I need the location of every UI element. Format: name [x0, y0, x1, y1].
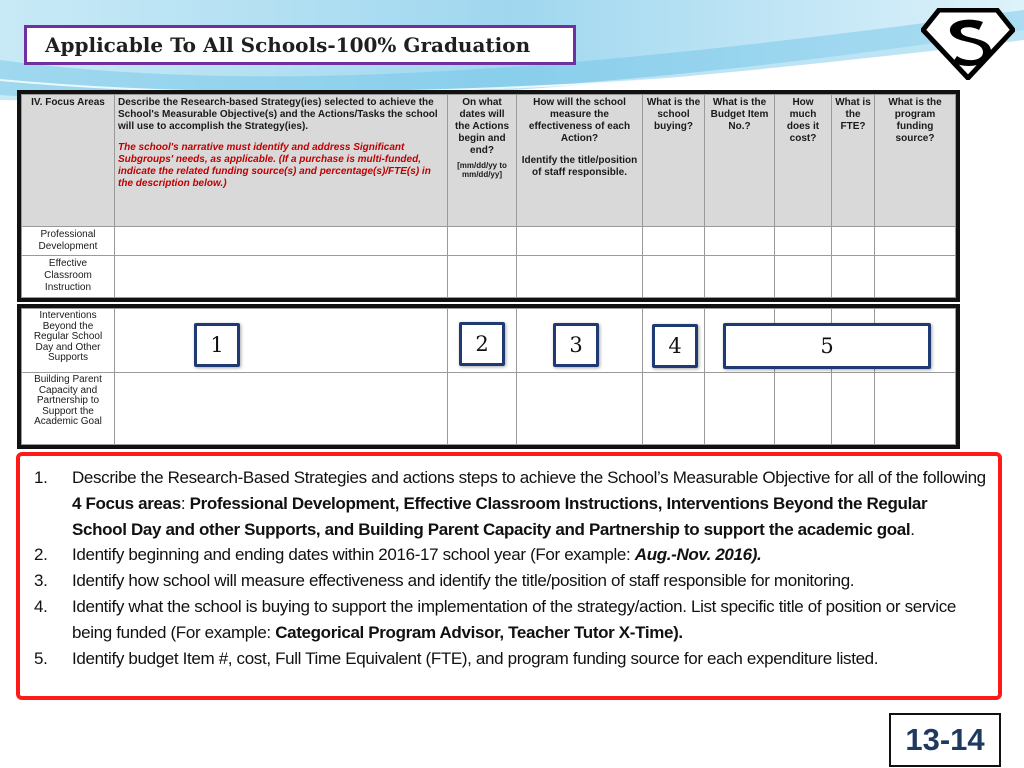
table-cell[interactable]	[115, 309, 448, 373]
marker-2: 2	[459, 322, 505, 366]
instruction-item-2	[30, 542, 986, 568]
instruction-text: Identify budget Item #, cost, Full Time Equivalent (FTE), and program funding source for each expenditure listed.	[72, 648, 879, 668]
table-cell[interactable]	[517, 373, 643, 445]
table-cell[interactable]	[643, 373, 705, 445]
table-cell[interactable]	[643, 256, 705, 298]
table-cell[interactable]	[115, 227, 448, 256]
row-label-parent-capacity: Building Parent Capacity and Partnership to Support the Academic Goal	[22, 373, 115, 445]
header-fte: What is the FTE?	[832, 95, 875, 227]
table-cell[interactable]	[517, 256, 643, 298]
header-focus-areas: IV. Focus Areas	[22, 95, 115, 227]
table-cell[interactable]	[705, 227, 775, 256]
header-dates-text: On what dates will the Actions begin and end?	[454, 97, 510, 156]
instruction-text: Identify what the school is buying to support the implementation of the strategy/action. List specific title of position or service being funded (For example:	[72, 596, 956, 642]
page-number: 13-14	[889, 713, 1001, 767]
instruction-item-1	[30, 465, 986, 542]
instruction-item-4	[30, 594, 986, 646]
table-row	[22, 373, 956, 445]
table-row	[22, 256, 956, 298]
instruction-number: 2.	[34, 545, 48, 565]
header-strategy-note: The school's narrative must identify and address Significant Subgroups' needs, as applicable. (If a purchase is multi-funded, indicate the related funding source(s) and percentage(s)/FTE(s) in the description below.)	[118, 142, 431, 189]
table-cell[interactable]	[448, 373, 517, 445]
instruction-bold: Professional Development, Effective Classroom Instructions, Interventions Beyond the Regular School Day and other Supports, and Building Parent Capacity and Partnership to support the academic goal	[72, 493, 928, 539]
header-strategy-text: Describe the Research-based Strategy(ies) selected to achieve the School's Measurable Objective(s) and the Actions/Tasks the school will use to accomplish the Strategy(ies).	[118, 97, 438, 132]
marker-5: 5	[723, 323, 931, 369]
table-cell[interactable]	[832, 227, 875, 256]
header-dates-format: [mm/dd/yy to mm/dd/yy]	[457, 161, 507, 179]
table-row	[22, 227, 956, 256]
table-cell[interactable]	[448, 227, 517, 256]
instruction-text: .	[910, 519, 915, 539]
instruction-text: :	[180, 493, 190, 513]
header-cost: How much does it cost?	[775, 95, 832, 227]
marker-4: 4	[652, 324, 698, 368]
header-budget-item: What is the Budget Item No.?	[705, 95, 775, 227]
slide-title: Applicable To All Schools-100% Graduation	[24, 25, 576, 65]
instruction-example: Aug.-Nov. 2016).	[634, 545, 762, 565]
row-label-interventions: Interventions Beyond the Regular School Day and Other Supports	[22, 309, 115, 373]
header-buying: What is the school buying?	[643, 95, 705, 227]
table-cell[interactable]	[705, 373, 775, 445]
superman-shield-icon	[921, 8, 1015, 80]
table-cell[interactable]	[643, 227, 705, 256]
marker-1: 1	[194, 323, 240, 367]
header-dates	[448, 95, 517, 227]
table-cell[interactable]	[832, 373, 875, 445]
table-cell[interactable]	[775, 227, 832, 256]
header-measure-note: Identify the title/position of staff responsible.	[521, 155, 638, 178]
instruction-item-5	[30, 646, 986, 672]
table-cell[interactable]	[775, 256, 832, 298]
instructions-box	[16, 452, 1002, 700]
table-cell[interactable]	[517, 227, 643, 256]
instruction-bold: 4 Focus areas	[72, 493, 181, 513]
instruction-bold: Categorical Program Advisor, Teacher Tutor X-Time).	[275, 622, 683, 642]
table-cell[interactable]	[115, 373, 448, 445]
row-label-effective-classroom-instruction: Effective Classroom Instruction	[22, 256, 115, 298]
table-cell[interactable]	[705, 256, 775, 298]
table-cell[interactable]	[875, 256, 956, 298]
table-cell[interactable]	[115, 256, 448, 298]
header-strategy	[115, 95, 448, 227]
table-cell[interactable]	[448, 256, 517, 298]
strategy-table-top	[17, 90, 960, 302]
instruction-text: Identify beginning and ending dates within 2016-17 school year (For example:	[72, 545, 635, 565]
table-cell[interactable]	[775, 373, 832, 445]
header-funding-source: What is the program funding source?	[875, 95, 956, 227]
instruction-number: 3.	[34, 571, 48, 591]
instruction-number: 4.	[34, 596, 48, 616]
instruction-item-3	[30, 568, 986, 594]
header-measure	[517, 95, 643, 227]
table-cell[interactable]	[832, 256, 875, 298]
marker-3: 3	[553, 323, 599, 367]
header-measure-text: How will the school measure the effectiveness of each Action?	[528, 97, 631, 144]
instruction-number: 1.	[34, 468, 48, 487]
instruction-text: Identify how school will measure effectiveness and identify the title/position of staff responsible for monitoring.	[72, 571, 855, 591]
instruction-text: Describe the Research-Based Strategies and actions steps to achieve the School’s Measurable Objective for all of the following	[72, 468, 986, 487]
table-cell[interactable]	[875, 373, 956, 445]
instruction-number: 5.	[34, 648, 48, 668]
table-cell[interactable]	[875, 227, 956, 256]
row-label-professional-development: Professional Development	[22, 227, 115, 256]
